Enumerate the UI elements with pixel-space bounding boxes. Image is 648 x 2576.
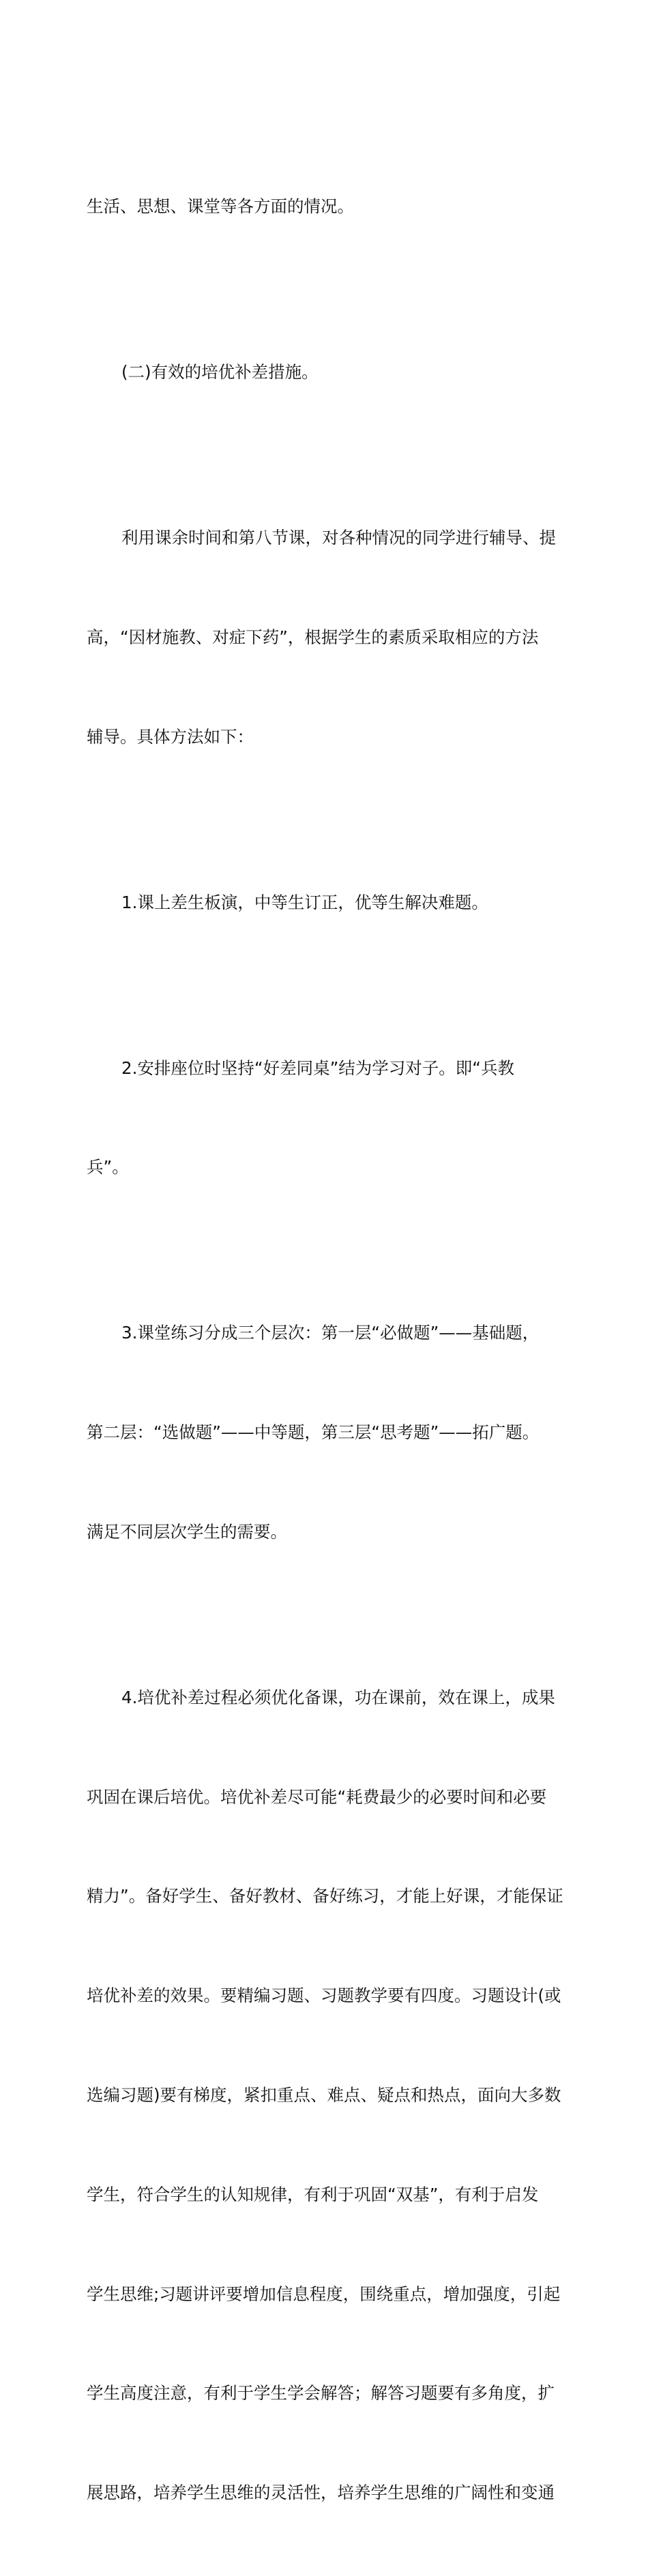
paragraph-4-item-1	[87, 820, 568, 985]
text-line: 第二层：“选做题”——中等题，第三层“思考题”——拓广题。	[87, 1422, 540, 1443]
text-line: 4.培优补差过程必须优化备课，功在课前，效在课上，成果	[121, 1687, 555, 1707]
text-line: 展思路，培养学生思维的灵活性，培养学生思维的广阔性和变通	[87, 2483, 555, 2503]
text-line: 满足不同层次学生的需要。	[87, 1521, 287, 1542]
text-line: 利用课余时间和第八节课，对各种情况的同学进行辅导、提	[121, 528, 556, 548]
text-line: 学生思维;习题讲评要增加信息程度，围绕重点，增加强度，引起	[87, 2283, 561, 2304]
text-line: 高，“因材施教、对症下药”，根据学生的素质采取相应的方法	[87, 627, 539, 647]
paragraph-1	[87, 124, 568, 290]
document-body	[87, 124, 568, 2576]
text-line: 2.安排座位时坚持“好差同桌”结为学习对子。即“兵教	[121, 1058, 514, 1078]
text-line: 兵”。	[87, 1157, 129, 1178]
text-line: 巩固在课后培优。培优补差尽可能“耗费最少的必要时间和必要	[87, 1786, 547, 1807]
text-line: 辅导。具体方法如下：	[87, 726, 254, 747]
text-line: 选编习题)要有梯度，紧扣重点、难点、疑点和热点，面向大多数	[87, 2085, 561, 2106]
paragraph-3	[87, 455, 568, 820]
text-line: (二)有效的培优补差措施。	[121, 362, 319, 383]
text-line: 学生高度注意，有利于学生学会解答；解答习题要有多角度，扩	[87, 2383, 555, 2403]
paragraph-5-item-2	[87, 985, 568, 1250]
text-line: 生活、思想、课堂等各方面的情况。	[87, 196, 354, 217]
text-line: 3.课堂练习分成三个层次：第一层“必做题”——基础题，	[121, 1323, 540, 1343]
paragraph-2-heading	[87, 290, 568, 455]
text-line: 精力”。备好学生、备好教材、备好练习，才能上好课，才能保证	[87, 1886, 563, 1906]
text-line: 培优补差的效果。要精编习题、习题教学要有四度。习题设计(或	[87, 1986, 561, 2006]
text-line: 1.课上差生板演，中等生订正，优等生解决难题。	[121, 892, 488, 912]
paragraph-7-item-4	[87, 1615, 568, 2576]
text-line: 学生，符合学生的认知规律，有利于巩固“双基”，有利于启发	[87, 2184, 539, 2204]
paragraph-6-item-3	[87, 1250, 568, 1615]
